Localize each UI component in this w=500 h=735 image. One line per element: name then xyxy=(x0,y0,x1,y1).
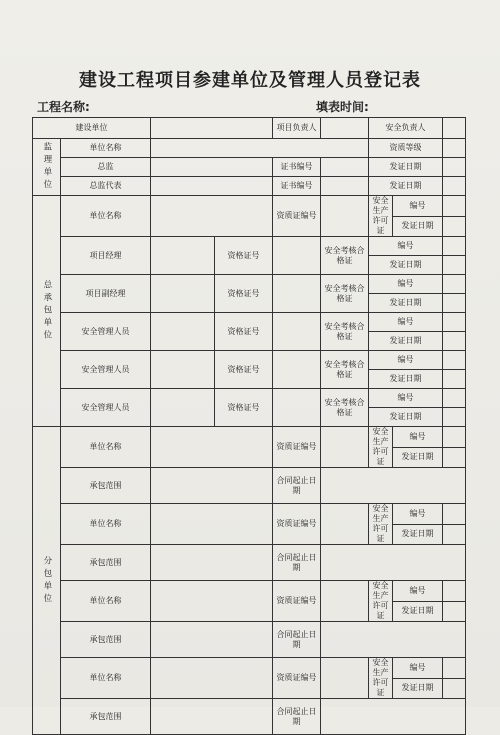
chief-rep-value[interactable] xyxy=(151,177,273,196)
sub-permit-number-label: 编号 xyxy=(393,658,443,679)
subcontractor-group-label: 分包单位 xyxy=(33,427,61,735)
sub-permit-issue-value[interactable] xyxy=(443,524,466,545)
sub-scope-label: 承包范围 xyxy=(61,468,151,504)
assessment-number-label: 编号 xyxy=(369,237,443,256)
sub-contract-dates-value[interactable] xyxy=(321,699,466,735)
general-permit-issue-value[interactable] xyxy=(443,216,466,237)
sub-permit-issue-value[interactable] xyxy=(443,601,466,622)
assessment-number-value[interactable] xyxy=(443,237,466,256)
sub-scope-row xyxy=(33,545,466,563)
safety-assessment-label: 安全考核合格证 xyxy=(321,389,369,427)
safety-leader-value[interactable] xyxy=(443,118,466,139)
construction-unit-value[interactable] xyxy=(151,118,273,139)
role-label: 项目经理 xyxy=(61,237,151,275)
role-label: 安全管理人员 xyxy=(61,313,151,351)
supervision-group-label: 监理单位 xyxy=(33,139,61,196)
assessment-issue-label: 发证日期 xyxy=(369,294,443,313)
sub-permit-number-value[interactable] xyxy=(443,658,466,679)
qualification-cert-value[interactable] xyxy=(273,275,321,313)
supervisor-issue-date-label: 发证日期 xyxy=(369,158,443,177)
sub-unit-name-label: 单位名称 xyxy=(61,504,151,545)
sub-contract-dates-label: 合同起止日期 xyxy=(273,545,321,581)
sub-unit-name-value[interactable] xyxy=(151,581,273,622)
assessment-number-label: 编号 xyxy=(369,389,443,408)
general-qual-cert-value[interactable] xyxy=(321,196,369,237)
sub-unit-name-label: 单位名称 xyxy=(61,581,151,622)
safety-assessment-label: 安全考核合格证 xyxy=(321,351,369,389)
rep-issue-date-value[interactable] xyxy=(443,177,466,196)
general-permit-number-value[interactable] xyxy=(443,196,466,217)
sub-permit-number-label: 编号 xyxy=(393,504,443,525)
assessment-number-label: 编号 xyxy=(369,275,443,294)
sub-unit-row xyxy=(33,658,466,679)
sub-permit-issue-label: 发证日期 xyxy=(393,678,443,699)
supervision-row xyxy=(33,158,466,177)
person-row xyxy=(33,351,466,370)
construction-unit-row xyxy=(33,118,466,139)
sub-scope-label: 承包范围 xyxy=(61,622,151,658)
person-name-value[interactable] xyxy=(151,313,215,351)
sub-unit-row xyxy=(33,427,466,448)
general-permit-issue-label: 发证日期 xyxy=(393,216,443,237)
construction-unit-label: 建设单位 xyxy=(33,118,151,139)
sub-qual-cert-label: 资质证编号 xyxy=(273,427,321,468)
supervision-unit-name-value[interactable] xyxy=(151,139,369,158)
general-unit-row xyxy=(33,196,466,217)
sub-permit-number-label: 编号 xyxy=(393,581,443,602)
qualification-cert-value[interactable] xyxy=(273,237,321,275)
sub-unit-row xyxy=(33,504,466,525)
qualification-cert-label: 资格证号 xyxy=(215,313,273,351)
person-name-value[interactable] xyxy=(151,389,215,427)
sub-safety-permit-label: 安全生产许可证 xyxy=(369,427,393,468)
assessment-number-label: 编号 xyxy=(369,313,443,332)
sub-permit-issue-label: 发证日期 xyxy=(393,601,443,622)
sub-unit-name-value[interactable] xyxy=(151,504,273,545)
form-title: 建设工程项目参建单位及管理人员登记表 xyxy=(79,70,421,91)
sub-scope-value[interactable] xyxy=(151,622,273,658)
sub-scope-label: 承包范围 xyxy=(61,545,151,581)
sub-safety-permit-label: 安全生产许可证 xyxy=(369,658,393,699)
qualification-cert-label: 资格证号 xyxy=(215,275,273,313)
assessment-issue-label: 发证日期 xyxy=(369,332,443,351)
assessment-issue-label: 发证日期 xyxy=(369,370,443,389)
general-unit-name-value[interactable] xyxy=(151,196,273,237)
sub-contract-dates-value[interactable] xyxy=(321,468,466,504)
assessment-issue-value[interactable] xyxy=(443,370,466,389)
fill-date-label: 填表时间: xyxy=(316,100,369,114)
general-qual-cert-label: 资质证编号 xyxy=(273,196,321,237)
assessment-number-value[interactable] xyxy=(443,351,466,370)
sub-permit-issue-value[interactable] xyxy=(443,447,466,468)
registration-table xyxy=(32,117,466,735)
sub-qual-cert-label: 资质证编号 xyxy=(273,581,321,622)
role-label: 安全管理人员 xyxy=(61,351,151,389)
supervisor-cert-no-label: 证书编号 xyxy=(273,158,321,177)
safety-leader-label: 安全负责人 xyxy=(369,118,443,139)
qualification-cert-label: 资格证号 xyxy=(215,237,273,275)
supervision-qualification-value[interactable] xyxy=(443,139,466,158)
chief-rep-label: 总监代表 xyxy=(61,177,151,196)
sub-permit-number-value[interactable] xyxy=(443,581,466,602)
rep-issue-date-label: 发证日期 xyxy=(369,177,443,196)
sub-unit-name-label: 单位名称 xyxy=(61,427,151,468)
role-label: 项目副经理 xyxy=(61,275,151,313)
role-label: 安全管理人员 xyxy=(61,389,151,427)
sub-qual-cert-value[interactable] xyxy=(321,658,369,699)
person-name-value[interactable] xyxy=(151,275,215,313)
assessment-issue-value[interactable] xyxy=(443,408,466,427)
safety-assessment-label: 安全考核合格证 xyxy=(321,313,369,351)
supervisor-cert-no-value[interactable] xyxy=(321,158,369,177)
sub-permit-issue-label: 发证日期 xyxy=(393,447,443,468)
general-safety-permit-label: 安全生产许可证 xyxy=(369,196,393,237)
person-name-value[interactable] xyxy=(151,237,215,275)
assessment-issue-value[interactable] xyxy=(443,332,466,351)
person-row xyxy=(33,389,466,408)
qualification-cert-label: 资格证号 xyxy=(215,351,273,389)
sub-unit-row xyxy=(33,581,466,602)
sub-qual-cert-value[interactable] xyxy=(321,504,369,545)
sub-safety-permit-label: 安全生产许可证 xyxy=(369,581,393,622)
assessment-number-value[interactable] xyxy=(443,389,466,408)
supervision-unit-name-label: 单位名称 xyxy=(61,139,151,158)
assessment-issue-label: 发证日期 xyxy=(369,408,443,427)
qualification-cert-value[interactable] xyxy=(273,313,321,351)
sub-permit-number-value[interactable] xyxy=(443,504,466,525)
general-unit-name-label: 单位名称 xyxy=(61,196,151,237)
qualification-cert-value[interactable] xyxy=(273,389,321,427)
assessment-issue-label: 发证日期 xyxy=(369,256,443,275)
sub-permit-number-value[interactable] xyxy=(443,427,466,448)
qualification-cert-label: 资格证号 xyxy=(215,389,273,427)
sub-contract-dates-label: 合同起止日期 xyxy=(273,699,321,735)
chief-supervisor-value[interactable] xyxy=(151,158,273,177)
assessment-number-value[interactable] xyxy=(443,275,466,294)
sub-permit-number-label: 编号 xyxy=(393,427,443,448)
sub-scope-row xyxy=(33,468,466,486)
general-permit-number-label: 编号 xyxy=(393,196,443,217)
rep-cert-no-value[interactable] xyxy=(321,177,369,196)
sub-contract-dates-label: 合同起止日期 xyxy=(273,622,321,658)
sub-scope-row xyxy=(33,699,466,717)
sub-qual-cert-value[interactable] xyxy=(321,581,369,622)
person-row xyxy=(33,313,466,332)
qualification-cert-value[interactable] xyxy=(273,351,321,389)
sub-contract-dates-value[interactable] xyxy=(321,545,466,581)
sub-scope-row xyxy=(33,622,466,640)
sub-qual-cert-label: 资质证编号 xyxy=(273,658,321,699)
sub-contract-dates-value[interactable] xyxy=(321,622,466,658)
sub-qual-cert-label: 资质证编号 xyxy=(273,504,321,545)
safety-assessment-label: 安全考核合格证 xyxy=(321,237,369,275)
project-leader-label: 项目负责人 xyxy=(273,118,321,139)
sub-permit-issue-label: 发证日期 xyxy=(393,524,443,545)
project-leader-value[interactable] xyxy=(321,118,369,139)
sub-unit-name-value[interactable] xyxy=(151,427,273,468)
person-row xyxy=(33,275,466,294)
person-name-value[interactable] xyxy=(151,351,215,389)
safety-assessment-label: 安全考核合格证 xyxy=(321,275,369,313)
sub-scope-value[interactable] xyxy=(151,699,273,735)
project-name-label: 工程名称: xyxy=(37,100,90,114)
chief-supervisor-label: 总监 xyxy=(61,158,151,177)
supervision-row xyxy=(33,177,466,196)
person-row xyxy=(33,237,466,256)
assessment-issue-value[interactable] xyxy=(443,256,466,275)
rep-cert-no-label: 证书编号 xyxy=(273,177,321,196)
sub-unit-name-value[interactable] xyxy=(151,658,273,699)
assessment-number-label: 编号 xyxy=(369,351,443,370)
general-contractor-group-label: 总承包单位 xyxy=(33,196,61,427)
sub-scope-label: 承包范围 xyxy=(61,699,151,735)
sub-contract-dates-label: 合同起止日期 xyxy=(273,468,321,504)
supervisor-issue-date-value[interactable] xyxy=(443,158,466,177)
sub-permit-issue-value[interactable] xyxy=(443,678,466,699)
sub-unit-name-label: 单位名称 xyxy=(61,658,151,699)
sub-safety-permit-label: 安全生产许可证 xyxy=(369,504,393,545)
supervision-row xyxy=(33,139,466,158)
sub-qual-cert-value[interactable] xyxy=(321,427,369,468)
supervision-qualification-label: 资质等级 xyxy=(369,139,443,158)
assessment-number-value[interactable] xyxy=(443,313,466,332)
assessment-issue-value[interactable] xyxy=(443,294,466,313)
sub-scope-value[interactable] xyxy=(151,545,273,581)
sub-scope-value[interactable] xyxy=(151,468,273,504)
